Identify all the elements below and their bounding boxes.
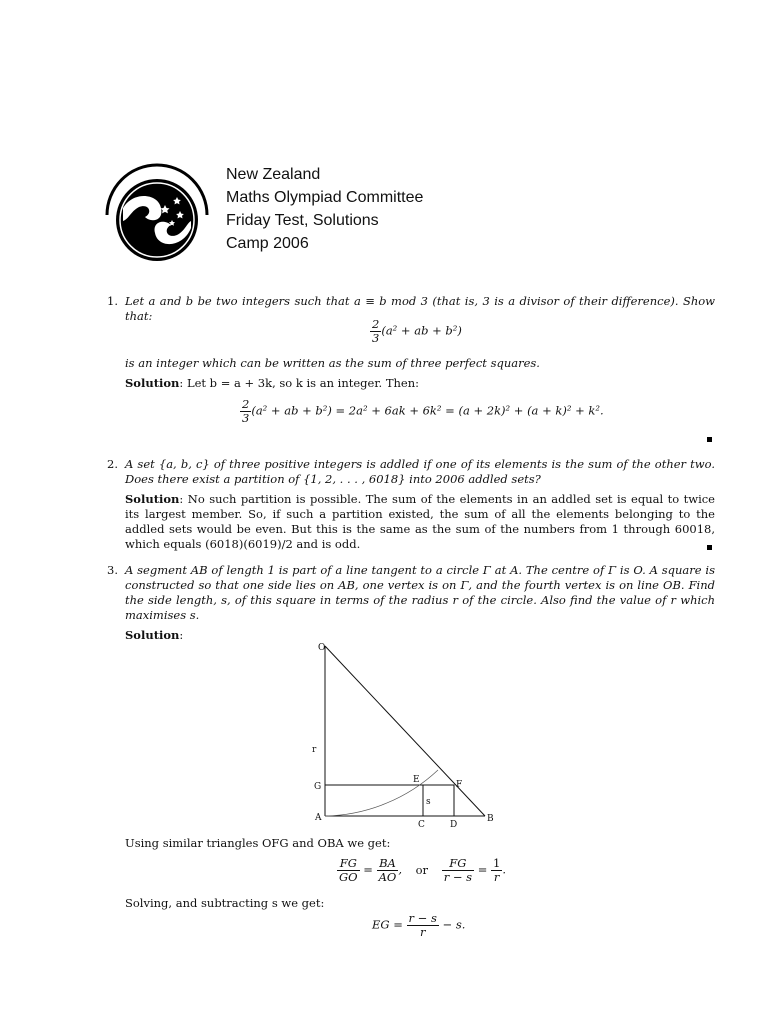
ratio-equation: $\frac{FG}{GO}$ = $\frac{BA}{AO}$ , or $\frac{FG}{r - s}$ = $\frac{1}{r}$ . xyxy=(339,856,506,884)
fraction: $\frac{2}{3}$ xyxy=(242,397,250,425)
label-F: F xyxy=(456,780,463,790)
header-country: New Zealand xyxy=(226,166,321,183)
problem-1-statement: Let a and b be two integers such that a ≡ b mod 3 (that is, 3 is a divisor of their difference). Show that: xyxy=(125,294,715,323)
solution-label: Solution xyxy=(125,376,180,390)
fraction: $\frac{1}{r}$ xyxy=(493,856,501,884)
problem-1-solution-equation: $\frac{2}{3}$ (a² + ab + b²) = 2a² + 6ak + 6k² = (a + 2k)² + (a + k)² + k². xyxy=(242,397,604,425)
solution-label: Solution xyxy=(125,628,180,642)
header-test-title: Friday Test, Solutions xyxy=(226,212,379,229)
solution-label: Solution xyxy=(125,492,180,506)
qed-mark xyxy=(707,545,712,550)
problem-1-number: 1. xyxy=(107,294,118,308)
problem-2-solution: Solution: No such partition is possible. The sum of the elements in an addled set is equal to twice its largest member. So, if such a partition existed, the sum of all the elements belonging to the addled sets would be even. But this is the same as the sum of the numbers from 1 through 60018, which equals (6018)(6019)/2 and is odd. xyxy=(125,492,715,551)
label-C: C xyxy=(418,820,425,830)
label-s: s xyxy=(426,797,431,807)
problem-2-number: 2. xyxy=(107,457,118,471)
eg-equation: EG = $\frac{r - s}{r}$ − s. xyxy=(372,911,466,939)
problem-3-statement: A segment AB of length 1 is part of a line tangent to a circle Γ at A. The centre of Γ is O. A square is constructed so that one side lies on AB, one vertex is on Γ, and the fourth vertex is on line OB. Find the side length, s, of this square in terms of the radius r of the circle. Also find the value of r which maximises s. xyxy=(125,563,715,622)
problem-3-number: 3. xyxy=(107,563,118,577)
problem-2-statement: A set {a, b, c} of three positive integers is addled if one of its elements is the sum of the other two. Does there exist a partition of {1, 2, . . . , 6018} into 2006 addled sets? xyxy=(125,457,715,486)
fraction: $\frac{BA}{AO}$ xyxy=(378,856,397,884)
fraction: $\frac{r - s}{r}$ xyxy=(408,911,437,939)
problem-1-solution: Solution: Let b = a + 3k, so k is an integer. Then: xyxy=(125,376,420,390)
problem-1-display-equation: $\frac{2}{3}$ (a² + ab + b²) xyxy=(372,317,462,345)
header-committee: Maths Olympiad Committee xyxy=(226,189,424,206)
label-O: O xyxy=(318,643,326,653)
label-D: D xyxy=(450,820,458,830)
segment-OB xyxy=(325,646,485,816)
fraction: $\frac{FG}{GO}$ xyxy=(339,856,358,884)
fraction: $\frac{2}{3}$ xyxy=(372,317,380,345)
problem-3-solution: Solution: xyxy=(125,628,184,642)
label-r: r xyxy=(312,745,317,755)
circle-arc xyxy=(325,770,438,816)
label-E: E xyxy=(413,775,420,785)
geometry-figure xyxy=(300,638,510,833)
committee-logo xyxy=(103,163,211,263)
problem-1-continuation: is an integer which can be written as the sum of three perfect squares. xyxy=(125,356,540,370)
qed-mark xyxy=(707,437,712,442)
label-A: A xyxy=(315,813,322,823)
label-G: G xyxy=(314,782,322,792)
label-B: B xyxy=(487,814,494,824)
fraction: $\frac{FG}{r - s}$ xyxy=(443,856,473,884)
similar-triangles-text: Using similar triangles OFG and OBA we get: xyxy=(125,836,391,850)
solving-text: Solving, and subtracting s we get: xyxy=(125,896,325,910)
header-camp: Camp 2006 xyxy=(226,235,309,252)
